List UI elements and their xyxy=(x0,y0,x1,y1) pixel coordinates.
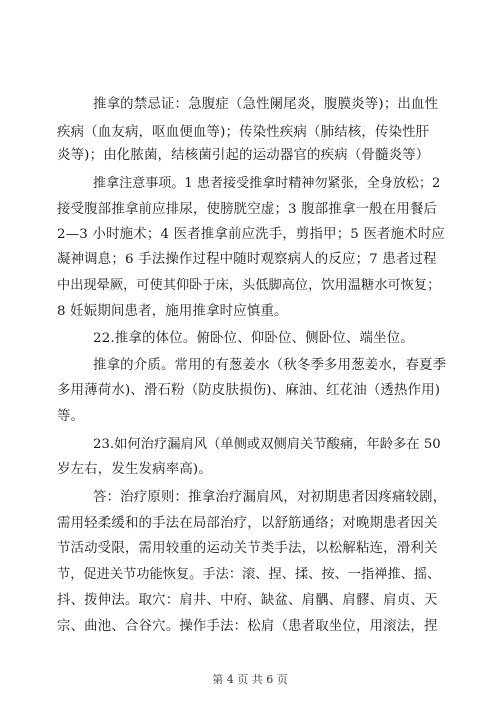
paragraph-line: 多用薄荷水)、滑石粉（防皮肤损伤)、麻油、红花油（透热作用) xyxy=(57,383,441,398)
paragraph-line: 节，促进关节功能恢复。手法：滚、捏、揉、按、一指禅推、摇、 xyxy=(57,567,441,582)
page-footer: 第 4 页 共 6 页 xyxy=(212,673,288,686)
paragraph-line: 等。 xyxy=(57,409,85,424)
paragraph-line: 2—3 小时施术；4 医者推拿前应洗手，剪指甲；5 医者施术时应 xyxy=(57,227,446,242)
paragraph-line: 答：治疗原则：推拿治疗漏肩风，对初期患者因疼痛较剧， xyxy=(93,490,447,505)
paragraph-line: 接受腹部推拿前应排尿，使膀胱空虚；3 腹部推拿一般在用餐后 xyxy=(57,202,438,217)
paragraph-line: 推拿的介质。常用的有葱姜水（秋冬季多用葱姜水，春夏季 xyxy=(93,358,447,373)
paragraph-line: 疾病（血友病，呕血便血等)；传染性疾病（肺结核，传染性肝 xyxy=(57,125,430,140)
paragraph-line: 推拿的禁忌证：急腹症（急性阑尾炎，腹膜炎等)；出血性 xyxy=(93,97,439,112)
paragraph-line: 节活动受限，需用较重的运动关节类手法，以松解粘连，滑利关 xyxy=(57,541,438,556)
paragraph-line: 宗、曲池、合谷穴。操作手法：松肩（患者取坐位，用滚法，捏 xyxy=(57,619,438,634)
paragraph-line: 抖、拨伸法。取穴：肩井、中府、缺盆、肩髃、肩髎、肩贞、天 xyxy=(57,593,438,608)
paragraph-line: 中出现晕厥，可使其仰卧于床，头低脚高位，饮用温糖水可恢复； xyxy=(57,278,441,293)
paragraph-line: 需用轻柔缓和的手法在局部治疗，以舒筋通络；对晚期患者因关 xyxy=(57,516,438,531)
paragraph-line: 炎等)；由化脓菌，结核菌引起的运动器官的疾病（骨髓炎等） xyxy=(57,148,430,163)
paragraph-line: 岁左右，发生发病率高)。 xyxy=(57,462,212,477)
paragraph-line: 凝神调息；6 手法操作过程中随时观察病人的反应；7 患者过程 xyxy=(57,252,437,267)
paragraph-line: 23.如何治疗漏肩风（单侧或双侧肩关节酸痛，年龄多在 50 xyxy=(93,437,441,452)
paragraph-line: 推拿注意事项。1 患者接受推拿时精神勿紧张，全身放松；2 xyxy=(93,176,441,191)
paragraph-line: 22.推拿的体位。俯卧位、仰卧位、侧卧位、端坐位。 xyxy=(93,331,414,346)
paragraph-line: 8 妊娠期间患者，施用推拿时应慎重。 xyxy=(57,304,288,319)
